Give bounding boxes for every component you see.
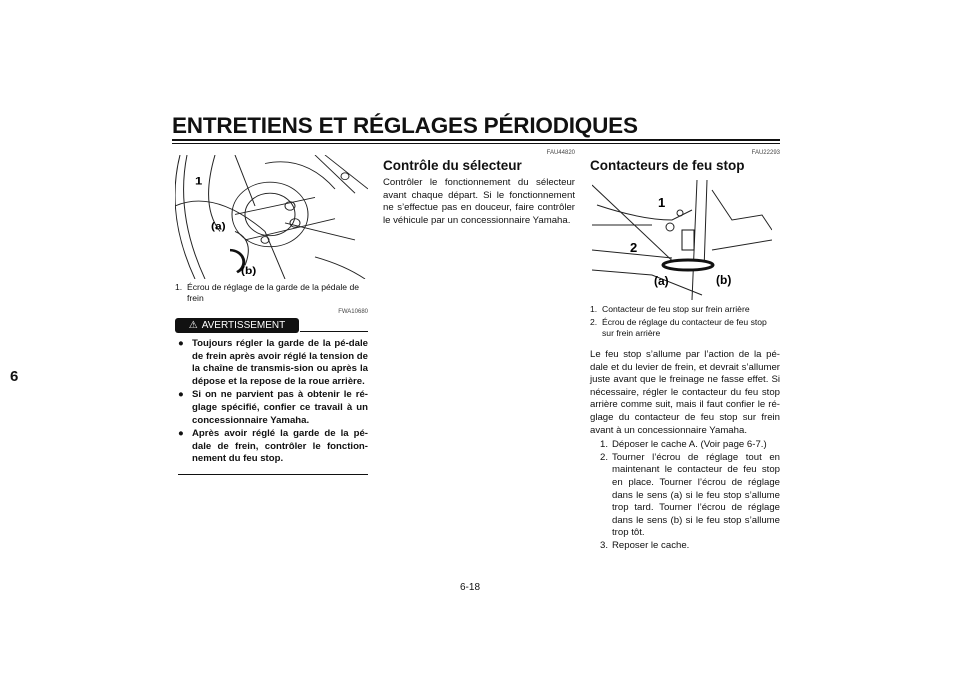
- step-item: 1. Déposer le cache A. (Voir page 6-7.): [600, 439, 767, 451]
- svg-text:1: 1: [658, 195, 666, 210]
- warning-badge: ⚠ AVERTISSEMENT: [175, 318, 299, 333]
- section-heading: Contrôle du sélecteur: [383, 158, 522, 173]
- warning-item: ● Après avoir réglé la garde de la pé-dale de frein, contrôler le fonction-nement du feu stop.: [178, 428, 368, 465]
- fig-label: (a): [211, 221, 226, 233]
- right-flow: [590, 304, 780, 553]
- page-number: 6-18: [460, 582, 481, 593]
- warning-item: ● Si on ne parvient pas à obtenir le ré-glage spécifié, confier ce travail à un concessionnaire Yamaha.: [178, 389, 368, 426]
- warning-item: ● Toujours régler la garde de la pé-dale de frein après avoir réglé la tension de la chaîne de transmis-sion ou après la dépose et la repose de la roue arrière.: [178, 338, 368, 387]
- title-rule-thin: [172, 143, 780, 144]
- step-item: 2. Tourner l’écrou de réglage tout en maintenant le contacteur de feu stop en place. Tourner l’écrou de réglage dans le sens (a) si le feu stop s’allume trop tard. Tourner l’écrou de réglage dans le sens (b) si le feu stop s’allume trop tôt.: [600, 451, 780, 539]
- warning-code: FWA10680: [338, 309, 368, 315]
- section-code: FAU22293: [751, 150, 780, 156]
- step-item: 3. Reposer le cache.: [600, 539, 690, 551]
- bullet-icon: ●: [178, 428, 184, 440]
- fig-label: (b): [241, 265, 257, 277]
- page-title: ENTRETIENS ET RÉGLAGES PÉRIODIQUES: [172, 113, 638, 138]
- warning-triangle-icon: ⚠: [188, 320, 198, 331]
- figure-captions: 1. Contacteur de feu stop sur frein arrière 2. Écrou de réglage du contacteur de feu stop sur frein arrière: [590, 304, 767, 338]
- svg-text:(b): (b): [716, 273, 732, 287]
- bullet-icon: ●: [178, 338, 184, 349]
- warning-rule: [300, 331, 368, 332]
- title-rule: [172, 139, 780, 141]
- section-code: FAU44820: [546, 150, 575, 156]
- steps-list: [590, 439, 780, 552]
- brake-switch-illustration: [592, 180, 772, 300]
- warning-list: [178, 338, 368, 475]
- fig-label: 1: [195, 174, 203, 188]
- section-body: Contrôler le fonctionnement du sélecteur avant chaque départ. Si le fonctionnement ne s’effectue pas en douceur, faire contrôler le véhicule par un concessionnaire Yamaha.: [383, 177, 575, 226]
- warning-end-rule: [178, 474, 368, 475]
- figure-caption: 1. Écrou de réglage de la garde de la pédale de frein: [175, 282, 360, 303]
- section-body: Le feu stop s’allume par l’action de la pé-dale et du levier de frein, et devrait s’allumer juste avant que le freinage ne fasse effet. Si nécessaire, régler le contacteur du feu stop arrière comme suit, mais il faut confier le ré-glage du contacteur de feu stop sur frein avant à un concessionnaire Yamaha.: [590, 349, 780, 436]
- chapter-tab: 6: [10, 368, 19, 385]
- svg-text:(a): (a): [654, 274, 669, 288]
- bullet-icon: ●: [178, 389, 184, 401]
- section-heading: Contacteurs de feu stop: [590, 158, 745, 173]
- svg-text:2: 2: [630, 240, 638, 255]
- brake-pedal-illustration: [175, 155, 368, 279]
